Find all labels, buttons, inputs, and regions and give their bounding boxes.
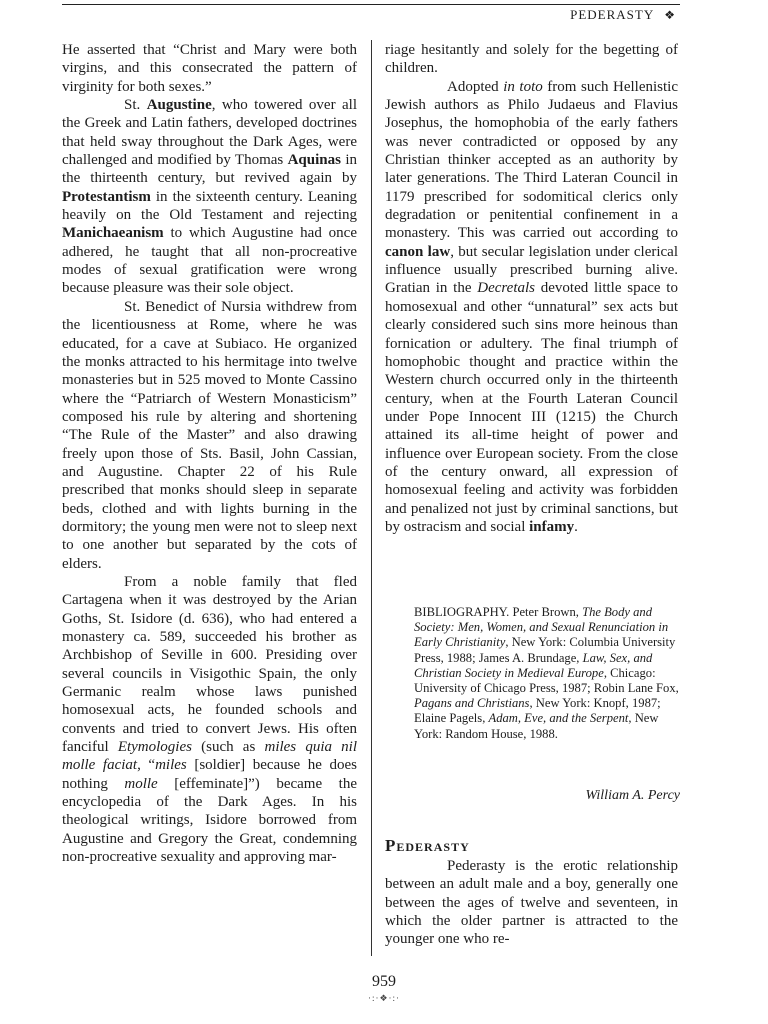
cross-reference-infamy: infamy <box>529 518 575 535</box>
left-paragraph-1: He asserted that “Christ and Mary were both virgins, and this consecrated the pattern of virginity for both sexes.” <box>62 42 357 95</box>
text-run: St. <box>124 97 147 114</box>
cross-reference-protestantism: Protestantism <box>62 188 151 205</box>
book-title: Pagans and Christians <box>414 696 530 711</box>
text-run: From a noble family that fled Cartagena when it was destroyed by the Arian Goths, St. Isidore (d. 636), who had entered a monastery ca. 589, succeeded his brother as Archbishop of Seville in 600. Presiding over several councils in Visigothic Spain, the only Germanic realm whose laws punished homosexual acts, he founded schools and convents and tried to convert Jews. His often fanciful <box>62 573 357 756</box>
running-head-ornament-icon: ❖ <box>664 8 676 22</box>
text-run: Peter Brown, <box>509 605 583 619</box>
text-run: , New York: Random House, 1988. <box>414 711 659 741</box>
left-column <box>62 41 357 866</box>
right-paragraph-2 <box>385 78 678 537</box>
running-head-title: PEDERASTY <box>570 7 655 22</box>
text-run: in the thirteenth century, but revived again by <box>62 152 357 187</box>
column-divider <box>371 40 372 956</box>
running-head <box>570 7 676 23</box>
book-title: Adam, Eve, and the Serpent <box>488 711 629 726</box>
italic-latin: in toto <box>503 78 543 95</box>
text-run: in the sixteenth century. Leaning heavily on the Old Testament and rejecting <box>62 188 357 224</box>
text-run: , but secular legislation under clerical influence usually prescribed burning alive. Gratian in the <box>385 243 679 297</box>
right-column <box>385 41 678 536</box>
text-run: , “ <box>137 757 156 774</box>
bibliography <box>414 605 680 742</box>
left-paragraph-2 <box>62 96 357 298</box>
italic-latin: molle <box>124 775 158 792</box>
bibliography-label: BIBLIOGRAPHY. <box>414 605 510 619</box>
cross-reference-manichaeanism: Manichaeanism <box>62 225 164 242</box>
entry-heading: Pederasty <box>385 836 470 855</box>
italic-title: Etymologies <box>117 739 192 756</box>
italic-latin: miles quia nil molle faciat <box>62 739 357 774</box>
entry-paragraph: Pederasty is the erotic relationship between an adult male and a boy, generally one between the ages of twelve and seventeen, in which the older partner is attracted to the younger one who re- <box>385 858 678 948</box>
text-run: to which Augustine had once adhered, he taught that all non-procreative modes of sexual gratification were wrong because pleasure was their sole object. <box>62 225 357 297</box>
cross-reference-canon-law: canon law <box>385 243 451 260</box>
text-run: from such Hellenistic Jewish authors as Philo Judaeus and Flavius Josephus, the homophobia of the early fathers was never contradicted or opposed by any Christian thinker accepted as an authority by later generations. The Third Lateran Council in 1179 prescribed for sodomitical clerics only degradation or penitential confinement in a monastery. This was carried out according to <box>385 78 678 242</box>
text-run: (such as <box>191 739 265 756</box>
italic-title: Decretals <box>477 280 535 297</box>
italic-latin: miles <box>155 757 187 774</box>
text-run: , New York: Columbia University Press, 1988; James A. Brundage, <box>414 635 676 665</box>
article-author: William A. Percy <box>585 788 680 803</box>
text-run: . <box>574 518 578 535</box>
text-run: [soldier] because he does nothing <box>62 757 357 792</box>
text-run: devoted little space to homosexual and other “unnatural” sex acts but clearly considered such sins more heinous than fornication or adultery. The final triumph of homophobic thought and practice within the Western church occurred only in the thirteenth century, when at the Fourth Lateran Council under Pope Innocent III (1215) the Church attained its all-time height of power and influence over European society. From the close of the century onward, all expression of homosexual feeling and activity was forbidden and penalized not just by criminal sanctions, but by ostracism and social <box>385 280 678 535</box>
text-run: [effeminate]”) became the encyclopedia of the Dark Ages. In his theological writings, Isidore borrowed from Augustine and Gregory the Great, condemning non-procreative sexuality and approving mar- <box>62 775 357 866</box>
page-number: 959 <box>372 973 396 990</box>
left-paragraph-3: St. Benedict of Nursia withdrew from the licentiousness at Rome, where he was educated, for a cave at Subiaco. He organized the monks attracted to his hermitage into twelve monasteries but in 525 moved to Monte Cassino where the “Patriarch of Western Monasticism” composed his rule by altering and shortening “The Rule of the Master” and also drawing freely upon those of Sts. Basil, John Cassian, and Augustine. Chapter 22 of his Rule prescribed that monks should sleep in separate beds, clothed and with lights burning in the dormitory; the young men were not to sleep next to one another but separated by the cots of elders. <box>62 298 357 572</box>
entry-text-column <box>385 857 678 949</box>
right-paragraph-1: riage hesitantly and solely for the begetting of children. <box>385 42 678 77</box>
book-title: The Body and Society: Men, Women, and Sexual Renunciation in Early Christianity <box>414 605 669 650</box>
left-paragraph-4 <box>62 573 357 867</box>
book-title: Law, Sex, and Christian Society in Medieval Europe <box>414 650 653 680</box>
text-run: , who towered over all the Greek and Latin fathers, developed doctrines that held sway throughout the Dark Ages, were challenged and modified by Thomas <box>62 97 357 169</box>
text-run: Adopted <box>447 78 504 95</box>
page-ornament-icon: ·:·❖·:· <box>367 993 401 1003</box>
text-run: , New York: Knopf, 1987; Elaine Pagels, <box>414 696 661 726</box>
cross-reference-augustine: Augustine <box>146 97 212 114</box>
text-run: , Chicago: University of Chicago Press, 1987; Robin Lane Fox, <box>414 665 679 696</box>
cross-reference-aquinas: Aquinas <box>287 152 341 169</box>
top-rule <box>62 4 680 5</box>
